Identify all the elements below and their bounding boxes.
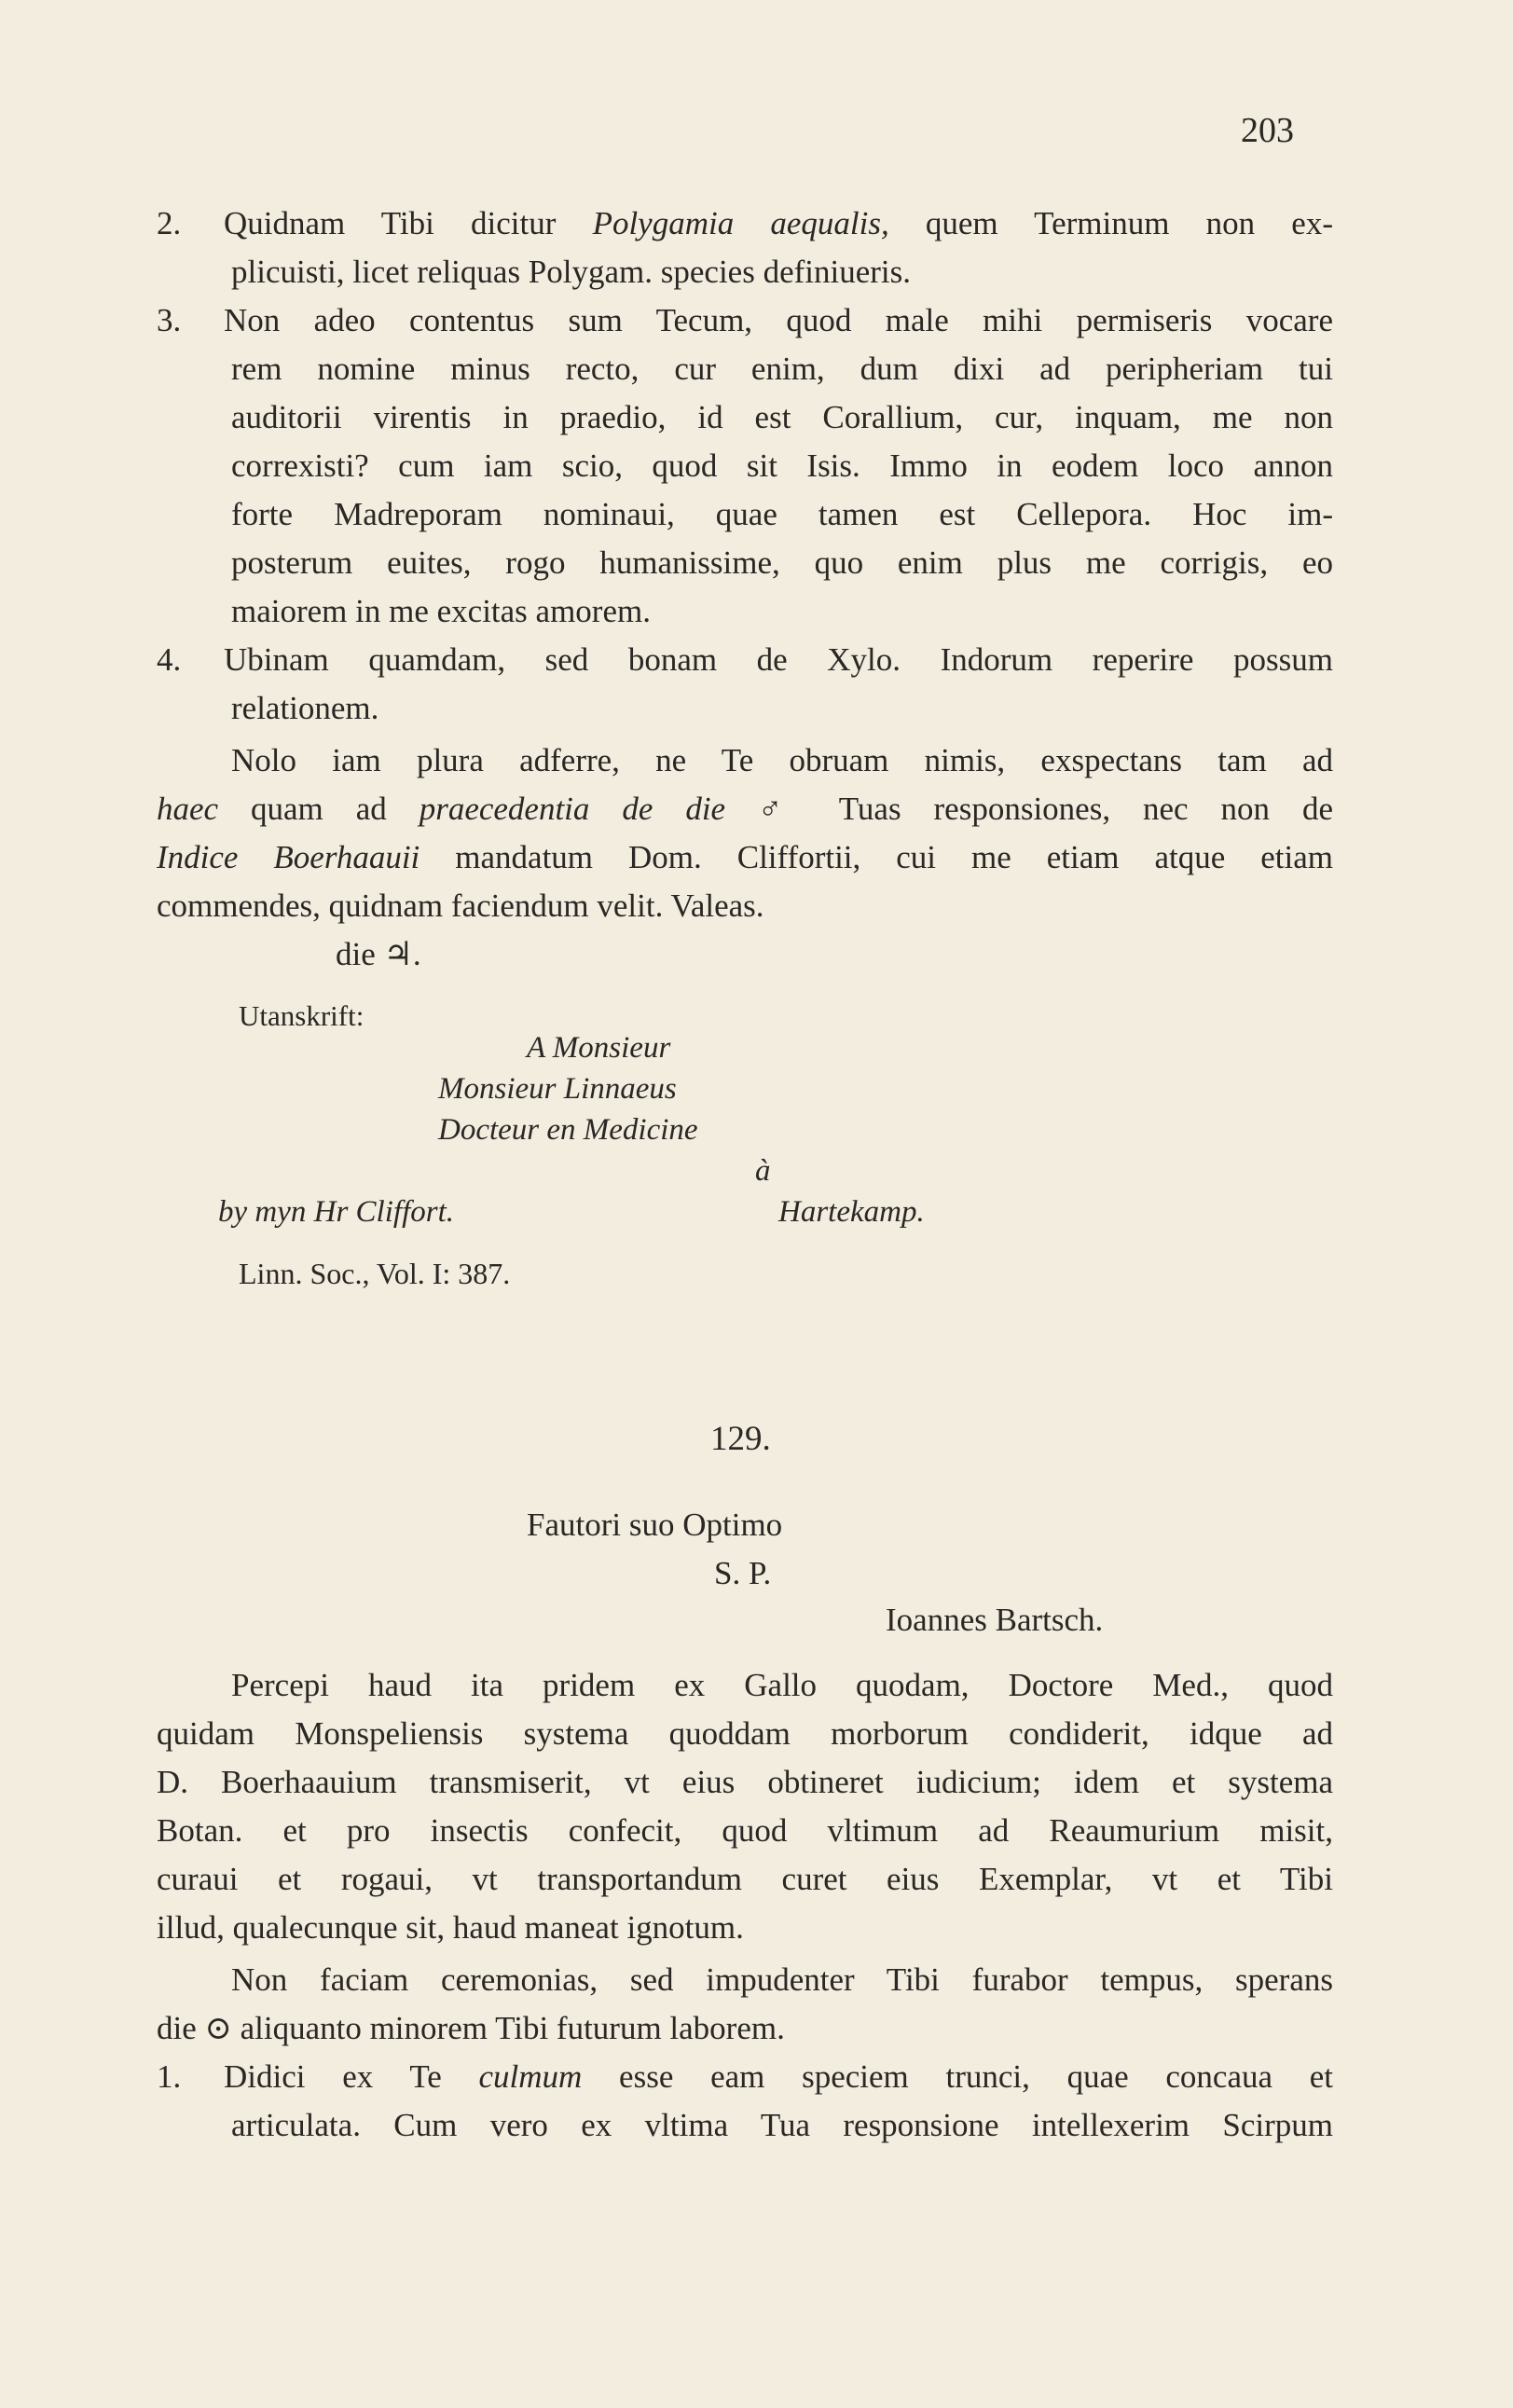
item-4-number: 4. (157, 641, 182, 678)
item-3-line-3: auditorii virentis in praedio, id est Corallium, cur, inquam, me non (231, 399, 1333, 435)
sun-symbol: ⊙ (204, 2010, 232, 2046)
page-number: 203 (1241, 111, 1294, 150)
closing-line-4: commendes, quidnam faciendum velit. Valeas. (157, 888, 764, 924)
text: Tuas responsiones, nec non de (838, 791, 1334, 827)
item-1-line-1 (157, 2053, 1333, 2101)
item-1-line-2: articulata. Cum vero ex vltima Tua responsione intellexerim Scirpum (231, 2107, 1333, 2143)
address-right: Hartekamp. (778, 1195, 925, 1229)
p1-line-4: Botan. et pro insectis confecit, quod vltimum ad Reaumurium misit, (157, 1812, 1333, 1849)
closing-line-2 (157, 785, 1333, 833)
item-2-line-2: plicuisti, licet reliquas Polygam. species definiueris. (231, 254, 912, 290)
p2-line-1: Non faciam ceremonias, sed impudenter Tibi furabor tempus, sperans (231, 1961, 1333, 1998)
item-4-line-2: relationem. (231, 690, 379, 726)
address-line-4: à (755, 1154, 771, 1188)
text: mandatum Dom. Cliffortii, cui me etiam atque etiam (420, 839, 1333, 875)
item-2-number: 2. (157, 205, 182, 241)
text: quem Terminum non ex- (888, 205, 1333, 241)
sp-abbrev: S. P. (714, 1555, 772, 1591)
item-3-line-7: maiorem in me excitas amorem. (231, 593, 651, 629)
address-line-1: A Monsieur (527, 1031, 671, 1065)
text: aliquanto minorem Tibi futurum laborem. (231, 2010, 785, 2046)
item-3-line-2: rem nomine minus recto, cur enim, dum dixi ad peripheriam tui (231, 351, 1333, 387)
text: esse eam speciem trunci, quae concaua et (582, 2058, 1333, 2095)
item-3-line-5: forte Madreporam nominaui, quae tamen est Cellepora. Hoc im- (231, 496, 1333, 532)
text: quam ad (218, 791, 420, 827)
p1-line-2: quidam Monspeliensis systema quoddam morborum condiderit, idque ad (157, 1715, 1333, 1752)
address-label: Utanskrift: (239, 999, 364, 1032)
item-1-number: 1. (157, 2058, 182, 2095)
address-line-2: Monsieur Linnaeus (438, 1072, 677, 1106)
italic-text: praecedentia de die (419, 791, 726, 827)
letter-number: 129. (710, 1420, 771, 1458)
item-3-number: 3. (157, 302, 182, 338)
source-reference: Linn. Soc., Vol. I: 387. (239, 1257, 511, 1290)
item-3-line-1 (157, 296, 1333, 345)
sender-name: Ioannes Bartsch. (886, 1602, 1104, 1638)
closing-line-3 (157, 833, 1333, 882)
text: die (157, 2010, 205, 2046)
mars-symbol: ♂ (725, 791, 839, 827)
italic-text: Indice Boerhaauii (157, 839, 420, 875)
italic-term: culmum (478, 2058, 583, 2095)
text: Quidnam Tibi dicitur (224, 205, 593, 241)
item-4-line-1 (157, 636, 1333, 684)
italic-term: Polygamia aequalis, (592, 205, 889, 241)
text: Ubinam quamdam, sed bonam de Xylo. Indorum reperire possum (224, 641, 1333, 678)
p2-line-2 (157, 2004, 1333, 2053)
salutation: Fautori suo Optimo (527, 1507, 783, 1543)
p1-line-3: D. Boerhaauium transmiserit, vt eius obtineret iudicium; idem et systema (157, 1764, 1333, 1800)
address-left: by myn Hr Cliffort. (218, 1195, 454, 1229)
address-line-3: Docteur en Medicine (438, 1113, 698, 1147)
italic-text: haec (157, 791, 219, 827)
p1-line-6: illud, qualecunque sit, haud maneat ignotum. (157, 1909, 744, 1946)
closing-line-1: Nolo iam plura adferre, ne Te obruam nimis, exspectans tam ad (231, 742, 1333, 778)
item-2-line-1 (157, 200, 1333, 248)
text: Didici ex Te (224, 2058, 479, 2095)
text: Non adeo contentus sum Tecum, quod male mihi permiseris vocare (224, 302, 1333, 338)
item-3-line-6: posterum euites, rogo humanissime, quo enim plus me corrigis, eo (231, 544, 1333, 581)
p1-line-5: curaui et rogaui, vt transportandum curet eius Exemplar, vt et Tibi (157, 1861, 1333, 1897)
closing-date: die ♃. (336, 936, 421, 972)
item-3-line-4: correxisti? cum iam scio, quod sit Isis. Immo in eodem loco annon (231, 447, 1333, 484)
p1-line-1: Percepi haud ita pridem ex Gallo quodam, Doctore Med., quod (231, 1667, 1333, 1703)
